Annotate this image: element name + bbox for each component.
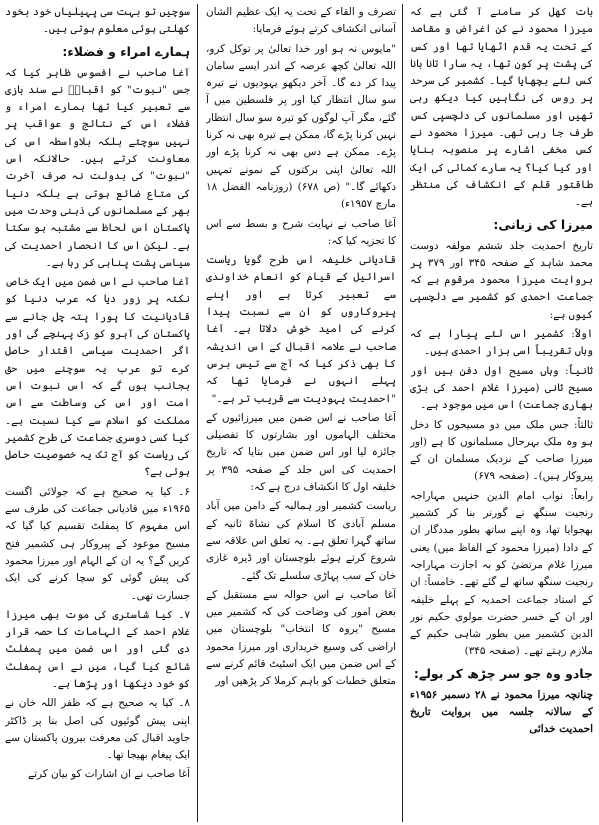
column-left bbox=[5, 4, 190, 822]
column-middle bbox=[206, 4, 396, 822]
quote-paragraph: "مایوس نہ ہو اور خدا تعالیٰ پر توکل کرو، اللہ تعالیٰ کچھ عرصہ کے اندر ایسے سامان پیدا کر دے گا۔ آخر دیکھو یہودیوں نے تیرہ سو سال انتظار کیا اور پر فلسطین میں آ گئے، مگر آپ لوگوں کو تیرہ سو سال انتظار نہیں کرنا پڑے گا، ممکن ہے تیرہ بھی نہ کرنا پڑے۔ ممکن ہے دس بھی نہ کرنا پڑے اور اللہ تعالیٰ اپنی برکتوں کے نمونے تمہیں دکھائے گا۔" (ص ۶۷۸) (روزنامہ الفضل ۱۸ مارچ ۱۹۵۷ء) bbox=[206, 42, 396, 211]
paragraph: ثانیاً: وہاں مسیح اول دفن ہیں اور مسیح ثانی (میرزا غلام احمد کی بڑی بھاری جماعت) اس میں موجود ہے۔ bbox=[410, 364, 593, 412]
paragraph: تاریخ احمدیت جلد ششم مولفہ دوست محمد شاہد کے صفحہ ۳۴۵ اور ۳۷۹ پر بروایت میرزا محمود مرقوم ہے کہ جماعت احمدی کو کشمیر سے دلچسپی کیوں ہے: bbox=[410, 239, 593, 321]
column-divider bbox=[197, 4, 198, 822]
paragraph: سوچیں تو بہت سی پہیلیاں خود بخود کھلتی ہوئی معلوم ہوتی ہیں۔ bbox=[5, 6, 190, 36]
paragraph: چنانچہ میرزا محمود نے ۲۸ دسمبر ۱۹۵۶ء کے سالانہ جلسہ میں بروایت تاریخ احمدیت خدائی bbox=[410, 688, 593, 736]
paragraph: آغا صاحب نے افسوس ظاہر کیا کہ جس "نبوت" کو اقبالؒ نے سند بازی سے تعبیر کیا تھا ہمارے امراء و فضلاء اس کے نتائج و عواقب پر نہیں سوچتے بلکہ بلاواسطہ اس کی معاونت کرتے ہیں۔ حالانکہ اس "نبوت" کی بدولت نہ صرف آخرت کی متاع ضائع ہوتی ہے بلکہ دنیا بھر کے مسلمانوں کی ذہنی وحدت میں پاکستان اس لحاظ سے مشتبہ ہو سکتا ہے۔ لیکن اس کا انحصار احمدیت کی سیاسی پشت پناہی کر رہا ہے۔ bbox=[5, 66, 190, 269]
paragraph: ثالثاً: جس ملک میں دو مسیحوں کا دخل ہو وہ ملک بہرحال مسلمانوں کا ہے (اور میرزا صاحب کے نزدیک مسلمان ان کے پیروکار ہیں)۔ (صفحہ ۶۷۹) bbox=[410, 418, 593, 483]
paragraph: تصرف و القاء کے تحت یہ ایک عظیم الشان آسانی انکشاف کرتے ہوئے فرمایا: bbox=[206, 6, 396, 36]
paragraph: آغا صاحب نے اس حوالہ سے مستقبل کے بعض امور کی وضاحت کی کہ کشمیر میں مسیح "یروہ کا انتخاب" بلوچستان میں اراضی کی وسیع خریداری اور میرزا محمود کے اس ضمن میں ایک اسٹیٹ قائم کرنے سے متعلق خطبات کو باہم کرملا کر پڑھیں اور bbox=[206, 588, 396, 688]
paragraph: اولاً: کشمیر اس لئے پیارا ہے کہ وہاں تقریباً اسی ہزار احمدی ہیں۔ bbox=[410, 328, 593, 358]
paragraph: رابعاً: نواب امام الدین جنہیں مہاراجہ رنجیت سنگھ نے گورنر بنا کر کشمیر بھجوایا تھا، وہ اپنے ساتھ بطور مددگار ان کے دادا (میرزا محمود کے الفاظ میں) یعنی میرزا غلام مرتضیٰ کو بہ اجازت مہاراجہ رنجیت سنگھ ساتھ لے گئے تھے۔ خامساً: ان کے استاد جماعت احمدیہ کے پہلے خلیفہ اور ان کے خسر حضرت مولوی حکیم نور الدین کشمیر میں بطور شاہی حکیم کے ملازم رہتے تھے۔ (صفحہ ۳۴۵) bbox=[410, 489, 593, 658]
paragraph: آغا صاحب نے اس ضمن میں میرزائیوں کے مختلف الہاموں اور بشارتوں کا تفصیلی جائزہ لیا اور اس ضمن میں بتایا کہ تاریخ احمدیت کی اس جلد کے صفحہ ۳۹۵ پر خلیفہ اول کا انکشاف درج ہے کہ: bbox=[206, 411, 396, 494]
list-item: ۶۔ کیا یہ صحیح ہے کہ جولائی اگست ۱۹۶۵ء میں قادیانی جماعت کی طرف سے اس مفہوم کا پمفلٹ تقسیم کیا گیا کہ مسیح موعود کے پیروکار ہی کشمیر فتح کریں گے؟ یہ ان کے الہام اور میرزا محمود کی پیش گوئی کو سچا کرنے کی ایک جسارت تھی۔ bbox=[5, 485, 190, 602]
list-item: ۷۔ کیا شاستری کی موت بھی میرزا غلام احمد کے الہامات کا حصہ قرار دی گئی اور اس ضمن میں پمفلٹ شائع کیا گیا، میں نے اس پمفلٹ کو خود دیکھا اور پڑھا ہے۔ bbox=[5, 608, 190, 690]
paragraph: ریاست کشمیر اور ہمالیہ کے دامن میں آباد مسلم آبادی کا اسلام کی نشاۃ ثانیہ کے ساتھ گہرا تعلق ہے۔ یہ تعلق اس علاقہ سے شروع کرتے ہوئے بلوچستان اور ڈیرہ غازی خان کے سب پہاڑی سلسلے تک گئے۔ bbox=[206, 500, 396, 582]
section-heading: جادو وہ جو سر چڑھ کر بولے: bbox=[413, 665, 593, 681]
paragraph: آغا صاحب نے نہایت شرح و بسط سے اس کا تجزیہ کیا کہ: bbox=[206, 217, 396, 247]
paragraph: آغا صاحب نے ان اشارات کو بیان کرتے bbox=[28, 768, 190, 781]
column-right bbox=[410, 4, 593, 822]
paragraph: بات کھل کر سامنے آ گئی ہے کہ میرزا محمود نے کن اغراض و مقاصد کے تحت یہ قدم اٹھایا تھا اور کس کی پشت پر کون تھا، یہ سارا تانا بانا کس لئے بچھایا گیا۔ کشمیر کی سرحد پر روس کی نگاہیں کیا دیکھ رہی تھیں اور مسلمانوں کی دلچسپی کس طرف جا رہی تھی۔ میرزا محمود نے کس مخفی اشارے پر منصوبہ بنایا اور کیا کیا؟ یہ سارے کمائی کی ایک طاقتور قلم کے انکشاف کی منتظر ہے۔ bbox=[410, 6, 593, 209]
section-heading: ہمارے امراء و فضلاء: bbox=[62, 43, 190, 59]
column-divider bbox=[402, 4, 403, 822]
paragraph: قادیانی خلیفہ اس طرح گویا ریاست اسرائیل کے قیام کو انعام خداوندی سے تعبیر کرتا ہے اور اپنے پیروکاروں کو ان سے نسبت پیدا کرنے کی امید خوش دلاتا ہے۔ آغا صاحب نے علامہ اقبال کے اس اندیشہ کا بھی ذکر کیا کہ آج سے تیس برس پہلے انہوں نے فرمایا تھا کہ "احمدیت یہودیت سے قریب تر ہے۔" bbox=[206, 254, 396, 405]
list-item: ۸۔ کیا یہ صحیح ہے کہ ظفر اللہ خان نے اپنی پیش گوئیوں کی اصل بنا پر ڈاکٹر جاوید اقبال کی معرفت بیرون پاکستان سے ایک پیغام بھیجا تھا۔ bbox=[5, 697, 190, 762]
paragraph: آغا صاحب نے اس ضمن میں ایک خاص نکتہ پر زور دیا کہ عرب دنیا کو قادیانیت کا پورا پتہ چل جانے سے پاکستان کی آبرو کو زک پہنچے گی اور اگر احمدیت سیاسی اقتدار حاصل کرے تو عرب یہ سوچنے میں حق بجانب ہوں گے کہ اس نبوت اس امت اور اس کی وساطت سے اس مملکت کو اسلام سے کیا نسبت ہے۔ کیا کسی دوسری جماعت کی طرح کشمیر کی ریاست کو آج تک یہ خصوصیت حاصل ہوئی ہے؟ bbox=[5, 276, 190, 479]
section-heading: میرزا کی زبانی: bbox=[493, 216, 593, 232]
